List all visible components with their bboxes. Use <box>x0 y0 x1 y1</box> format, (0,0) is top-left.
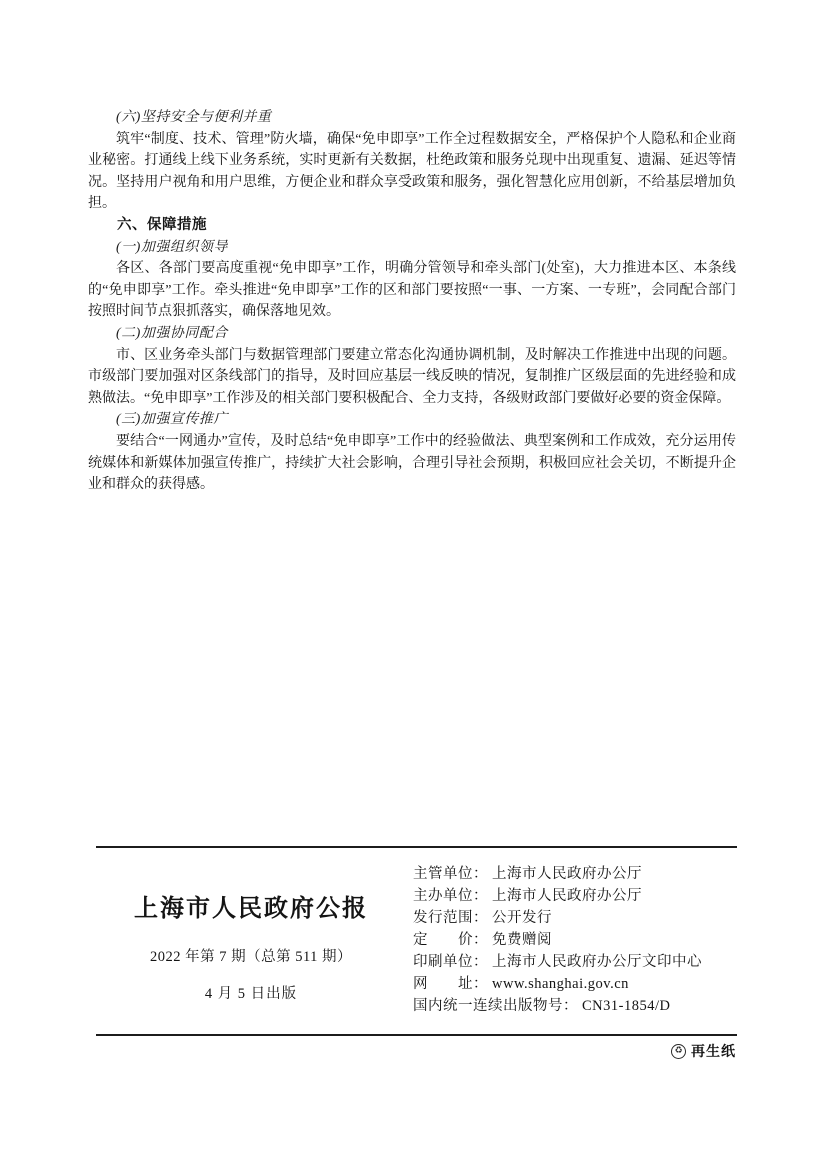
info-row-distribution <box>413 907 743 929</box>
info-label: 定 价： <box>413 932 488 948</box>
section-subheading-1: (一)加强组织领导 <box>116 239 228 255</box>
info-label: 印刷单位： <box>413 954 488 970</box>
publication-number: CN31-1854/D <box>582 998 671 1014</box>
gazette-publish-date: 4 月 5 日出版 <box>204 986 298 1002</box>
info-label: 网 址： <box>413 976 488 992</box>
info-row-issn <box>413 995 743 1017</box>
info-value: 上海市人民政府办公厅文印中心 <box>492 954 702 970</box>
gazette-title: 上海市人民政府公报 <box>134 896 368 922</box>
document-body <box>88 107 736 496</box>
recycle-icon: ♻ <box>671 1044 686 1059</box>
website-url: www.shanghai.gov.cn <box>492 976 629 992</box>
info-row-price <box>413 929 743 951</box>
info-row-supervisor <box>413 863 743 885</box>
info-row-organizer <box>413 885 743 907</box>
info-label: 发行范围： <box>413 910 488 926</box>
info-value: 公开发行 <box>492 910 552 926</box>
info-value: 上海市人民政府办公厅 <box>492 866 642 882</box>
section-subheading-2: (二)加强协同配合 <box>116 325 228 341</box>
colophon-bottom-rule <box>96 1034 737 1036</box>
paragraph: 要结合“一网通办”宣传，及时总结“免申即享”工作中的经验做法、典型案例和工作成效，充分运用传统媒体和新媒体加强宣传推广，持续扩大社会影响，合理引导社会预期，积极回应社会关切，不断提升企业和群众的获得感。 <box>88 433 736 493</box>
colophon-left-block <box>96 888 406 1003</box>
info-label: 主管单位： <box>413 866 488 882</box>
recycled-paper-label: 再生纸 <box>691 1045 736 1060</box>
info-label: 国内统一连续出版物号： <box>413 998 578 1014</box>
info-row-printer <box>413 951 743 973</box>
info-row-website <box>413 973 743 995</box>
gazette-issue: 2022 年第 7 期（总第 511 期） <box>149 949 353 965</box>
section-subheading-6: (六)坚持安全与便利并重 <box>116 110 272 125</box>
colophon-top-rule <box>96 846 737 848</box>
section-subheading-3: (三)加强宣传推广 <box>116 412 228 428</box>
info-value: 免费赠阅 <box>492 932 552 948</box>
info-label: 主办单位： <box>413 888 488 904</box>
recycled-paper-mark <box>671 1041 736 1061</box>
paragraph: 筑牢“制度、技术、管理”防火墙，确保“免申即享”工作全过程数据安全，严格保护个人隐私和企业商业秘密。打通线上线下业务系统，实时更新有关数据，杜绝政策和服务兑现中出现重复、遗漏、延迟等情况。坚持用户视角和用户思维，方便企业和群众享受政策和服务，强化智慧化应用创新，不给基层增加负担。 <box>88 131 736 212</box>
info-value: 上海市人民政府办公厅 <box>492 888 642 904</box>
colophon-info-block <box>413 863 743 1017</box>
paragraph: 市、区业务牵头部门与数据管理部门要建立常态化沟通协调机制，及时解决工作推进中出现的问题。市级部门要加强对区条线部门的指导，及时回应基层一线反映的情况，复制推广区级层面的先进经验和成熟做法。“免申即享”工作涉及的相关部门要积极配合、全力支持，各级财政部门要做好必要的资金保障。 <box>88 347 736 406</box>
section-heading-liu: 六、保障措施 <box>117 216 207 233</box>
paragraph: 各区、各部门要高度重视“免申即享”工作，明确分管领导和牵头部门(处室)，大力推进本区、本条线的“免申即享”工作。牵头推进“免申即享”工作的区和部门要按照“一事、一方案、一专班”，会同配合部门按照时间节点狠抓落实，确保落地见效。 <box>88 261 736 320</box>
